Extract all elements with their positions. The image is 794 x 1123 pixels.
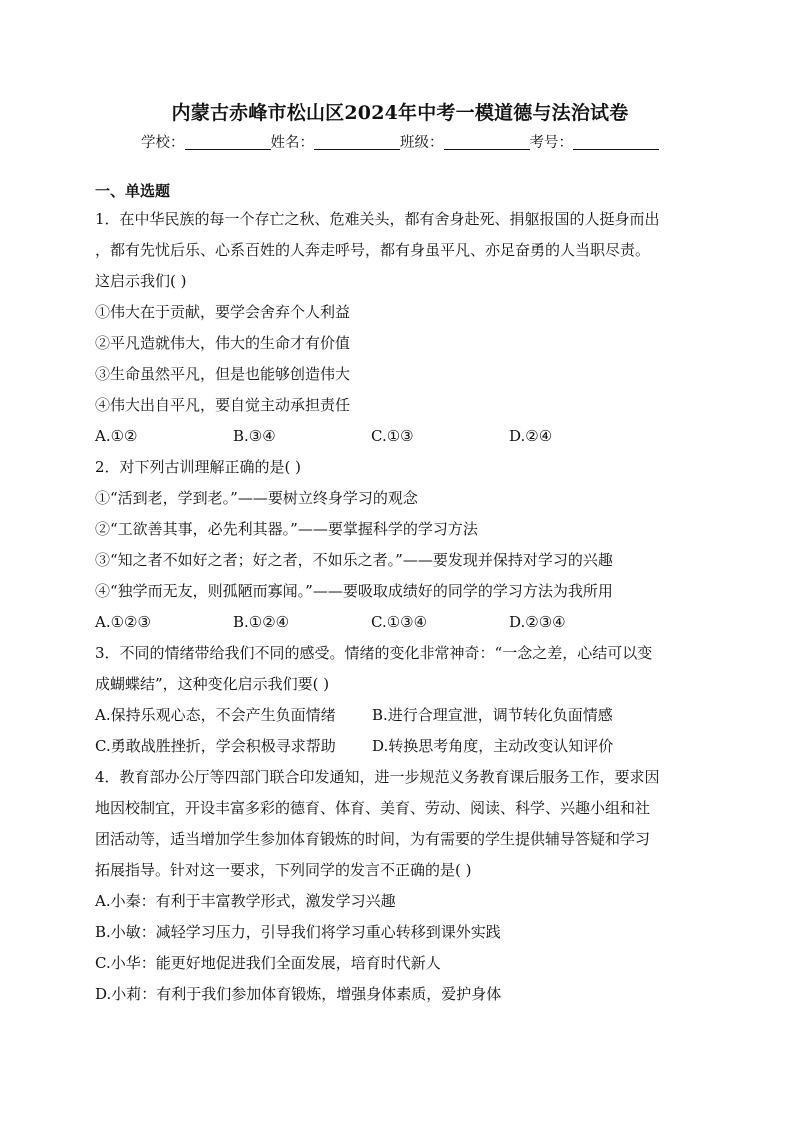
question-stem-line: 1．在中华民族的每一个存亡之秋、危难关头，都有舍身赴死、捐躯报国的人挺身而出 [95,210,660,228]
question-2 [95,452,705,638]
section-heading: 一、单选题 [95,182,171,200]
option-c[interactable]: C.勇敢战胜挫折，学会积极寻求帮助 [95,737,336,755]
question-1 [95,204,705,452]
option-a[interactable]: A.①② [95,427,138,445]
question-stem-line: 团活动等，适当增加学生参加体育锻炼的时间，为有需要的学生提供辅导答疑和学习 [95,830,651,848]
statement-item: ③“知之者不如好之者；好之者，不如乐之者。”——要发现并保持对学习的兴趣 [95,551,613,569]
question-stem-line: ，都有先忧后乐、心系百姓的人奔走呼号，都有身虽平凡、亦足奋勇的人当职尽责。 [95,241,651,259]
question-4 [95,762,705,1010]
option-d[interactable]: D.小莉：有利于我们参加体育锻炼，增强身体素质，爱护身体 [95,985,502,1003]
class-field [400,130,530,156]
option-d[interactable]: D.②④ [509,427,553,445]
class-label: 班级： [400,135,444,151]
option-a[interactable]: A.保持乐观心态，不会产生负面情绪 [95,706,336,724]
option-d[interactable]: D.②③④ [509,613,566,631]
statement-item: ④伟大出自平凡，要自觉主动承担责任 [95,396,351,414]
option-a[interactable]: A.小秦：有利于丰富教学形式，激发学习兴趣 [95,892,396,910]
statement-item: ①伟大在于贡献，要学会舍弃个人利益 [95,303,351,321]
question-stem-line: 4．教育部办公厅等四部门联合印发通知，进一步规范义务教育课后服务工作，要求因 [95,768,660,786]
question-stem-line: 拓展指导。针对这一要求，下列同学的发言不正确的是( ) [95,861,472,879]
answer-options-row [95,731,705,762]
school-field [141,130,271,156]
statement-item: ②“工欲善其事，必先利其器。”——要掌握科学的学习方法 [95,520,478,538]
answer-options [95,421,705,452]
statement-item: ③生命虽然平凡，但是也能够创造伟大 [95,365,351,383]
question-stem-line: 3．不同的情绪带给我们不同的感受。情绪的变化非常神奇：“一念之差，心结可以变 [95,644,653,662]
option-c[interactable]: C.①③④ [371,613,428,631]
class-blank[interactable] [444,131,530,150]
option-b[interactable]: B.③④ [233,427,276,445]
statement-item: ①“活到老，学到老。”——要树立终身学习的观念 [95,489,418,507]
name-label: 姓名： [270,135,314,151]
exam-title: 内蒙古赤峰市松山区2024年中考一模道德与法治试卷 [171,102,629,124]
question-stem-line: 这启示我们( ) [95,272,187,290]
answer-options-row [95,700,705,731]
question-stem-line: 成蝴蝶结”，这种变化启示我们要( ) [95,675,330,693]
name-field [271,130,401,156]
question-stem-line: 2．对下列古训理解正确的是( ) [95,458,302,476]
exam-content [95,98,705,1010]
option-a[interactable]: A.①②③ [95,613,151,631]
option-b[interactable]: B.小敏：减轻学习压力，引导我们将学习重心转移到课外实践 [95,923,501,941]
number-blank[interactable] [573,131,659,150]
question-3 [95,638,705,762]
answer-options [95,607,705,638]
option-c[interactable]: C.①③ [371,427,414,445]
number-field [530,130,660,156]
option-c[interactable]: C.小华：能更好地促进我们全面发展，培育时代新人 [95,954,441,972]
option-d[interactable]: D.转换思考角度，主动改变认知评价 [372,737,614,755]
student-info-line [95,130,705,156]
option-b[interactable]: B.进行合理宣泄，调节转化负面情感 [372,706,613,724]
number-label: 考号： [529,135,573,151]
question-stem-line: 地因校制宜，开设丰富多彩的德育、体育、美育、劳动、阅读、科学、兴趣小组和社 [95,799,651,817]
school-label: 学校： [141,135,185,151]
school-blank[interactable] [185,131,271,150]
statement-item: ②平凡造就伟大，伟大的生命才有价值 [95,334,351,352]
statement-item: ④“独学而无友，则孤陋而寡闻。”——要吸取成绩好的同学的学习方法为我所用 [95,582,613,600]
option-b[interactable]: B.①②④ [233,613,290,631]
name-blank[interactable] [314,131,400,150]
